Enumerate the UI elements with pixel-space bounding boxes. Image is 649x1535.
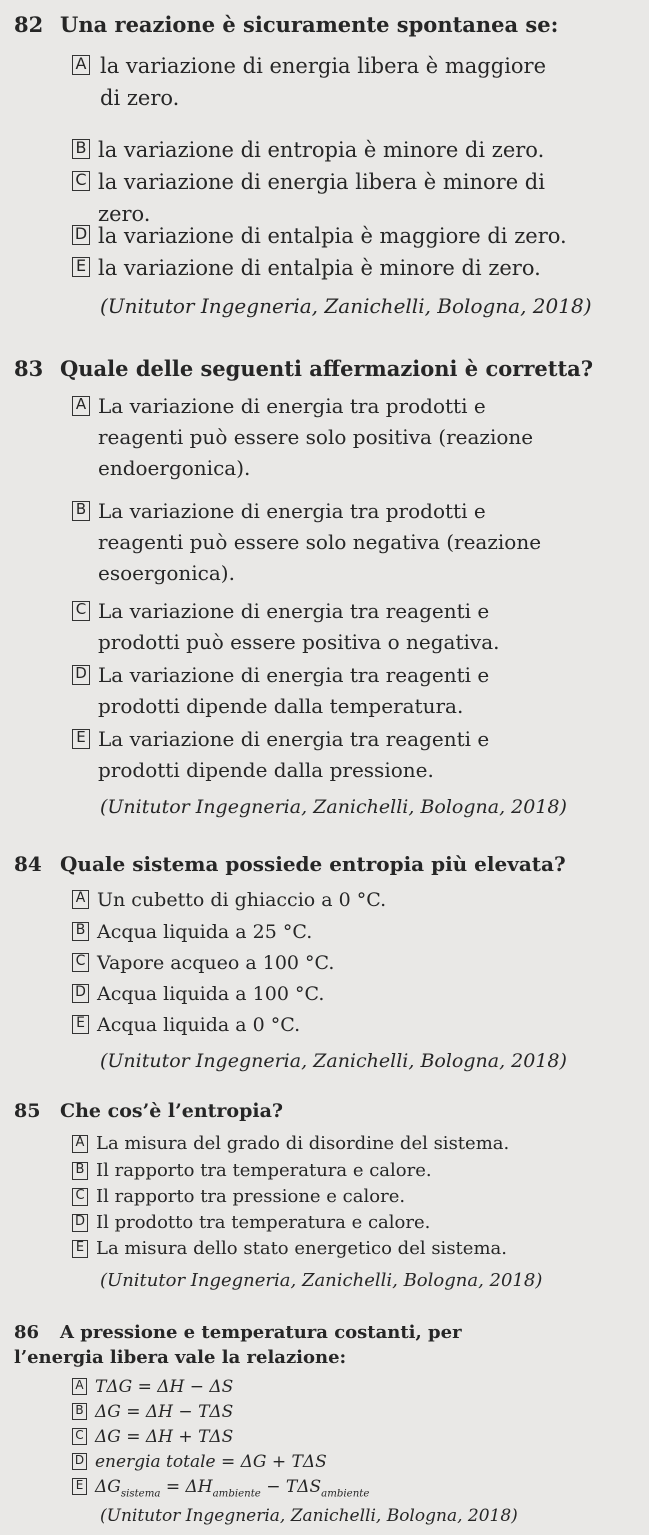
option-formula: energia totale = ΔG + TΔS — [95, 1452, 327, 1472]
option-letter-box: B — [72, 1403, 87, 1420]
option-letter-box: C — [72, 1188, 88, 1206]
option-e[interactable] — [72, 724, 492, 786]
question-text: Una reazione è sicuramente spontanea se: — [60, 12, 559, 37]
question-text: A pressione e temperatura costanti, per l’energia libera vale la relazione: — [14, 1322, 462, 1368]
option-letter-box: E — [72, 1015, 89, 1034]
option-letter-box: C — [72, 1428, 87, 1445]
option-letter-box: A — [72, 396, 90, 416]
source-citation: (Unitutor Ingegneria, Zanichelli, Bologna, 2018) — [100, 796, 567, 818]
option-c[interactable] — [72, 1425, 572, 1449]
option-c[interactable] — [72, 949, 492, 977]
option-formula: TΔG = ΔH − ΔS — [95, 1377, 234, 1397]
question-heading — [14, 1320, 554, 1370]
question-heading — [14, 1100, 283, 1122]
source-citation: (Unitutor Ingegneria, Zanichelli, Bologna, 2018) — [100, 294, 592, 318]
option-formula: ΔG = ΔH − TΔS — [95, 1402, 234, 1422]
option-letter-box: D — [72, 984, 89, 1003]
question-number: 85 — [14, 1100, 41, 1122]
option-text: Vapore acqueo a 100 °C. — [97, 952, 335, 974]
option-text: la variazione di entalpia è maggiore di zero. — [98, 224, 567, 248]
option-letter-box: E — [72, 1240, 88, 1258]
option-d[interactable] — [72, 1450, 572, 1474]
option-letter-box: B — [72, 1162, 88, 1180]
formula-subscript: ambiente — [212, 1488, 261, 1500]
option-c[interactable] — [72, 1184, 592, 1210]
option-text: Acqua liquida a 0 °C. — [97, 1014, 301, 1036]
option-letter-box: C — [72, 601, 90, 621]
option-b[interactable] — [72, 496, 542, 589]
question-text: Quale sistema possiede entropia più elevata? — [60, 852, 566, 876]
option-text: La variazione di energia tra reagenti e prodotti dipende dalla pressione. — [98, 727, 490, 782]
option-letter-box: E — [72, 257, 90, 277]
option-text: la variazione di entropia è minore di zero. — [98, 138, 545, 162]
option-text: La misura dello stato energetico del sistema. — [96, 1238, 507, 1259]
question-number: 83 — [14, 356, 44, 381]
question-number: 84 — [14, 852, 42, 876]
option-letter-box: E — [72, 1478, 87, 1495]
option-letter-box: D — [72, 225, 90, 245]
formula-part: = ΔH — [160, 1477, 213, 1497]
option-letter-box: A — [72, 55, 90, 75]
option-letter-box: B — [72, 501, 90, 521]
option-e[interactable] — [72, 252, 592, 284]
option-e[interactable] — [72, 1475, 612, 1506]
option-text: la variazione di energia libera è maggiore di zero. — [100, 54, 547, 110]
question-heading — [14, 356, 593, 381]
question-number: 86 — [14, 1322, 40, 1343]
option-d[interactable] — [72, 1210, 592, 1236]
question-heading — [14, 12, 558, 37]
option-letter-box: B — [72, 139, 90, 159]
formula-subscript: sistema — [120, 1488, 161, 1500]
option-text: Acqua liquida a 100 °C. — [97, 983, 325, 1005]
option-letter-box: C — [72, 953, 89, 972]
option-letter-box: D — [72, 665, 90, 685]
option-a[interactable] — [72, 886, 492, 914]
source-citation: (Unitutor Ingegneria, Zanichelli, Bologna, 2018) — [100, 1506, 518, 1526]
option-text: la variazione di energia libera è minore di zero. — [98, 170, 545, 226]
option-letter-box: C — [72, 171, 90, 191]
source-citation: (Unitutor Ingegneria, Zanichelli, Bologna, 2018) — [100, 1270, 543, 1291]
option-c[interactable] — [72, 596, 512, 658]
option-a[interactable] — [72, 1375, 572, 1399]
option-letter-box: E — [72, 729, 90, 749]
question-text: Quale delle seguenti affermazioni è corretta? — [60, 356, 594, 381]
option-d[interactable] — [72, 220, 592, 252]
option-text: la variazione di entalpia è minore di zero. — [98, 256, 541, 280]
question-number: 82 — [14, 12, 44, 37]
option-letter-box: A — [72, 1135, 88, 1153]
option-b[interactable] — [72, 134, 592, 166]
option-text: Acqua liquida a 25 °C. — [97, 921, 313, 943]
option-text: La variazione di energia tra reagenti e prodotti dipende dalla temperatura. — [98, 663, 490, 718]
option-formula: ΔG = ΔH + TΔS — [95, 1427, 234, 1447]
option-text: La variazione di energia tra prodotti e reagenti può essere solo positiva (reazione endoergonica). — [98, 394, 534, 480]
formula-subscript: ambiente — [321, 1488, 370, 1500]
question-text: Che cos’è l’entropia? — [60, 1100, 284, 1122]
option-b[interactable] — [72, 1158, 592, 1184]
option-d[interactable] — [72, 980, 492, 1008]
formula-part: ΔG — [95, 1477, 121, 1497]
option-e[interactable] — [72, 1236, 592, 1262]
option-e[interactable] — [72, 1011, 492, 1039]
option-a[interactable] — [72, 1131, 592, 1157]
formula-part: − TΔS — [260, 1477, 322, 1497]
option-b[interactable] — [72, 1400, 572, 1424]
option-text: Un cubetto di ghiaccio a 0 °C. — [97, 889, 387, 911]
question-heading — [14, 852, 566, 876]
option-letter-box: A — [72, 890, 89, 909]
option-letter-box: D — [72, 1214, 88, 1232]
option-letter-box: A — [72, 1378, 87, 1395]
option-letter-box: B — [72, 922, 89, 941]
option-formula — [95, 1475, 369, 1506]
option-d[interactable] — [72, 660, 492, 722]
option-a[interactable] — [72, 391, 542, 484]
option-text: Il prodotto tra temperatura e calore. — [96, 1212, 431, 1233]
option-text: La variazione di energia tra prodotti e reagenti può essere solo negativa (reazione esoergonica). — [98, 499, 542, 585]
source-citation: (Unitutor Ingegneria, Zanichelli, Bologna, 2018) — [100, 1050, 567, 1072]
option-text: La variazione di energia tra reagenti e prodotti può essere positiva o negativa. — [98, 599, 500, 654]
option-text: Il rapporto tra temperatura e calore. — [96, 1160, 432, 1181]
option-text: La misura del grado di disordine del sistema. — [96, 1133, 510, 1154]
option-b[interactable] — [72, 918, 492, 946]
option-text: Il rapporto tra pressione e calore. — [96, 1186, 406, 1207]
option-letter-box: D — [72, 1453, 87, 1470]
option-a[interactable] — [72, 50, 572, 114]
